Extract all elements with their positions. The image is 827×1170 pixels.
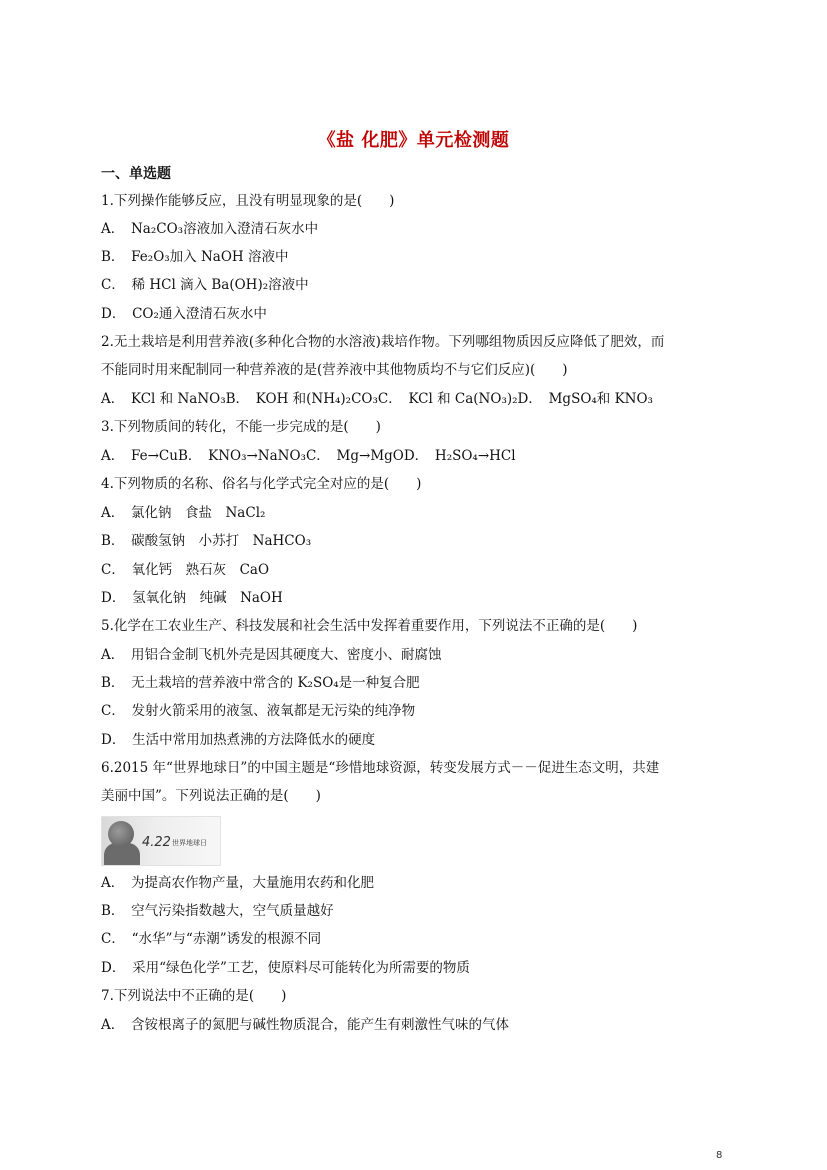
figure-caption: 世界地球日	[172, 839, 207, 847]
q4-option-a: A． 氯化钠 食盐 NaCl₂	[101, 505, 266, 521]
page-number: 8	[716, 1150, 723, 1161]
q5-option-d: D． 生活中常用加热煮沸的方法降低水的硬度	[101, 732, 376, 748]
q2-options: A． KCl 和 NaNO₃B． KOH 和(NH₄)₂CO₃C． KCl 和 Ca(NO₃)₂D． MgSO₄和 KNO₃	[101, 391, 653, 407]
q6-option-a: A． 为提高农作物产量，大量施用农药和化肥	[101, 875, 374, 891]
section-heading: 一、单选题	[101, 166, 171, 182]
question-2-line-2: 不能同时用来配制同一种营养液的是(营养液中其他物质均不与它们反应)( )	[101, 362, 568, 378]
question-5: 5.化学在工农业生产、科技发展和社会生活中发挥着重要作用，下列说法不正确的是( )	[101, 618, 638, 634]
q1-option-a: A． Na₂CO₃溶液加入澄清石灰水中	[101, 221, 319, 237]
q5-option-c: C． 发射火箭采用的液氢、液氧都是无污染的纯净物	[101, 703, 416, 719]
q1-option-b: B． Fe₂O₃加入 NaOH 溶液中	[101, 249, 289, 265]
question-3: 3.下列物质间的转化，不能一步完成的是( )	[101, 419, 381, 435]
question-7: 7.下列说法中不正确的是( )	[101, 988, 287, 1004]
question-6-line-1: 6.2015 年“世界地球日”的中国主题是“珍惜地球资源，转变发展方式－－促进生态文明，共建	[101, 760, 660, 776]
q1-option-c: C． 稀 HCl 滴入 Ba(OH)₂溶液中	[101, 277, 309, 293]
globe-icon	[108, 821, 134, 847]
q5-option-b: B． 无土栽培的营养液中常含的 K₂SO₄是一种复合肥	[101, 675, 420, 691]
page-title: 《盐 化肥》单元检测题	[317, 130, 510, 151]
q5-option-a: A． 用铝合金制飞机外壳是因其硬度大、密度小、耐腐蚀	[101, 647, 442, 663]
q3-options: A． Fe→CuB． KNO₃→NaNO₃C． Mg→MgOD． H₂SO₄→HCl	[101, 448, 516, 464]
q7-option-a: A． 含铵根离子的氮肥与碱性物质混合，能产生有刺激性气味的气体	[101, 1017, 509, 1033]
q6-option-c: C． “水华”与“赤潮”诱发的根源不同	[101, 931, 322, 947]
question-1: 1.下列操作能够反应，且没有明显现象的是( )	[101, 193, 395, 209]
q6-option-d: D． 采用“绿色化学”工艺，使原料尽可能转化为所需要的物质	[101, 960, 470, 976]
question-4: 4.下列物质的名称、俗名与化学式完全对应的是( )	[101, 476, 422, 492]
question-6-line-2: 美丽中国”。下列说法正确的是( )	[101, 788, 321, 804]
q1-option-d: D． CO₂通入澄清石灰水中	[101, 306, 267, 322]
q6-option-b: B． 空气污染指数越大，空气质量越好	[101, 903, 334, 919]
q4-option-d: D． 氢氧化钠 纯碱 NaOH	[101, 590, 283, 606]
q4-option-c: C． 氧化钙 熟石灰 CaO	[101, 562, 270, 578]
q4-option-b: B． 碳酸氢钠 小苏打 NaHCO₃	[101, 533, 312, 549]
figure-date-text: 4.22	[142, 835, 171, 850]
earth-day-image	[101, 816, 221, 866]
question-2-line-1: 2.无土栽培是利用营养液(多种化合物的水溶液)栽培作物。下列哪组物质因反应降低了肥效，而	[101, 334, 665, 350]
